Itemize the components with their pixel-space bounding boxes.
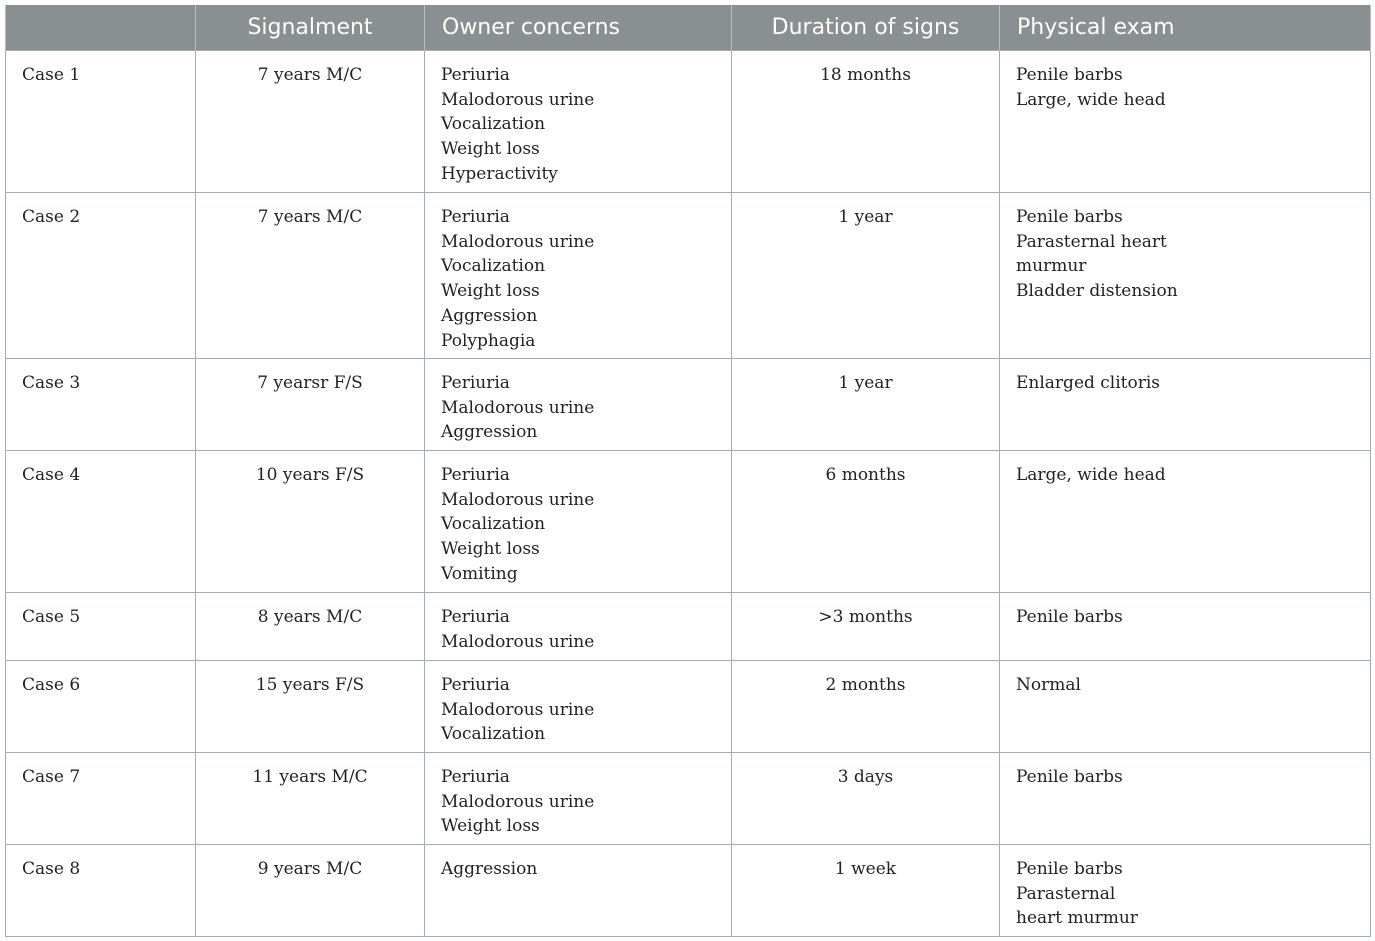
physical-exam-cell xyxy=(1000,451,1371,593)
owner-concern-item: Vocalization xyxy=(441,114,546,135)
owner-concern-item: Vocalization xyxy=(441,724,546,745)
case-label: Case 4 xyxy=(22,465,81,485)
case-table xyxy=(5,5,1371,937)
physical-exam-item: Penile barbs xyxy=(1016,207,1123,227)
case-cell xyxy=(6,845,196,937)
signalment-value: 8 years M/C xyxy=(257,607,363,627)
physical-exam-item: heart murmur xyxy=(1016,908,1138,929)
case-cell xyxy=(6,661,196,753)
duration-value: 1 year xyxy=(838,207,893,227)
physical-exam-item: Parasternal xyxy=(1016,883,1116,904)
signalment-value: 11 years M/C xyxy=(252,767,368,787)
signalment-value: 7 years M/C xyxy=(257,207,363,227)
owner-concern-item: Periuria xyxy=(441,607,510,627)
physical-exam-item: Penile barbs xyxy=(1016,767,1123,787)
owner-concerns-cell xyxy=(425,845,732,937)
header-physical-exam: Physical exam xyxy=(1000,5,1371,51)
owner-concerns-cell xyxy=(425,51,732,193)
owner-concern-item: Malodorous urine xyxy=(441,231,595,252)
owner-concern-item: Periuria xyxy=(441,675,510,695)
physical-exam-cell xyxy=(1000,193,1371,359)
case-cell xyxy=(6,193,196,359)
owner-concern-item: Weight loss xyxy=(441,139,540,160)
table-header xyxy=(6,5,1371,51)
physical-exam-item: Normal xyxy=(1016,675,1081,695)
owner-concerns-cell xyxy=(425,593,732,661)
owner-concern-item: Vomiting xyxy=(441,563,518,584)
case-label: Case 7 xyxy=(22,767,81,787)
case-cell xyxy=(6,51,196,193)
physical-exam-cell xyxy=(1000,845,1371,937)
owner-concern-item: Periuria xyxy=(441,767,510,787)
signalment-value: 9 years M/C xyxy=(257,859,363,879)
case-label: Case 3 xyxy=(22,373,81,393)
owner-concern-item: Weight loss xyxy=(441,816,540,837)
physical-exam-item: Parasternal heart xyxy=(1016,231,1167,252)
header-row xyxy=(6,5,1371,51)
header-signalment: Signalment xyxy=(196,5,425,51)
duration-cell xyxy=(732,51,1000,193)
signalment-cell xyxy=(196,51,425,193)
owner-concern-item: Aggression xyxy=(441,422,538,443)
owner-concern-item: Periuria xyxy=(441,465,510,485)
signalment-cell xyxy=(196,845,425,937)
physical-exam-item: Bladder distension xyxy=(1016,281,1178,302)
physical-exam-cell xyxy=(1000,753,1371,845)
duration-cell xyxy=(732,193,1000,359)
duration-cell xyxy=(732,661,1000,753)
physical-exam-cell xyxy=(1000,359,1371,451)
signalment-value: 15 years F/S xyxy=(255,675,365,695)
physical-exam-item: Penile barbs xyxy=(1016,65,1123,85)
signalment-cell xyxy=(196,451,425,593)
owner-concerns-cell xyxy=(425,661,732,753)
owner-concern-item: Polyphagia xyxy=(441,330,536,351)
signalment-value: 7 years M/C xyxy=(257,65,363,85)
physical-exam-item: Enlarged clitoris xyxy=(1016,373,1161,393)
table-row xyxy=(6,359,1371,451)
duration-value: 18 months xyxy=(820,65,911,85)
physical-exam-cell xyxy=(1000,51,1371,193)
case-label: Case 1 xyxy=(22,65,81,85)
owner-concerns-cell xyxy=(425,359,732,451)
table-row xyxy=(6,593,1371,661)
case-label: Case 8 xyxy=(22,859,81,879)
signalment-cell xyxy=(196,593,425,661)
duration-value: 1 year xyxy=(838,373,893,393)
owner-concern-item: Malodorous urine xyxy=(441,489,595,510)
physical-exam-cell xyxy=(1000,593,1371,661)
signalment-value: 10 years F/S xyxy=(255,465,365,485)
owner-concern-item: Weight loss xyxy=(441,281,540,302)
signalment-value: 7 yearsr F/S xyxy=(257,373,363,393)
owner-concern-item: Weight loss xyxy=(441,539,540,560)
owner-concerns-cell xyxy=(425,451,732,593)
physical-exam-item: Penile barbs xyxy=(1016,607,1123,627)
duration-value: 2 months xyxy=(825,675,906,695)
signalment-cell xyxy=(196,753,425,845)
duration-value: 1 week xyxy=(834,859,897,879)
header-case xyxy=(6,5,196,51)
case-cell xyxy=(6,451,196,593)
owner-concern-item: Malodorous urine xyxy=(441,89,595,110)
owner-concern-item: Hyperactivity xyxy=(441,163,558,184)
owner-concern-item: Malodorous urine xyxy=(441,397,595,418)
physical-exam-cell xyxy=(1000,661,1371,753)
signalment-cell xyxy=(196,661,425,753)
owner-concern-item: Vocalization xyxy=(441,514,546,535)
table-row xyxy=(6,845,1371,937)
owner-concerns-cell xyxy=(425,193,732,359)
table-body xyxy=(6,51,1371,937)
table-row xyxy=(6,661,1371,753)
table-row xyxy=(6,193,1371,359)
case-cell xyxy=(6,359,196,451)
duration-cell xyxy=(732,451,1000,593)
physical-exam-item: murmur xyxy=(1016,256,1087,277)
signalment-cell xyxy=(196,359,425,451)
owner-concern-item: Malodorous urine xyxy=(441,791,595,812)
case-label: Case 2 xyxy=(22,207,81,227)
owner-concern-item: Periuria xyxy=(441,373,510,393)
case-label: Case 5 xyxy=(22,607,81,627)
duration-value: 6 months xyxy=(825,465,906,485)
owner-concern-item: Aggression xyxy=(441,305,538,326)
header-owner-concerns: Owner concerns xyxy=(425,5,732,51)
physical-exam-item: Penile barbs xyxy=(1016,859,1123,879)
table-row xyxy=(6,753,1371,845)
owner-concern-item: Aggression xyxy=(441,859,538,879)
duration-cell xyxy=(732,845,1000,937)
duration-value: 3 days xyxy=(837,767,894,787)
case-cell xyxy=(6,593,196,661)
owner-concern-item: Periuria xyxy=(441,207,510,227)
physical-exam-item: Large, wide head xyxy=(1016,89,1166,110)
duration-cell xyxy=(732,593,1000,661)
owner-concern-item: Periuria xyxy=(441,65,510,85)
table-row xyxy=(6,51,1371,193)
duration-value: >3 months xyxy=(818,607,913,627)
header-duration: Duration of signs xyxy=(732,5,1000,51)
owner-concern-item: Vocalization xyxy=(441,256,546,277)
signalment-cell xyxy=(196,193,425,359)
physical-exam-item: Large, wide head xyxy=(1016,465,1166,485)
table-row xyxy=(6,451,1371,593)
case-cell xyxy=(6,753,196,845)
duration-cell xyxy=(732,753,1000,845)
duration-cell xyxy=(732,359,1000,451)
owner-concerns-cell xyxy=(425,753,732,845)
owner-concern-item: Malodorous urine xyxy=(441,631,595,652)
owner-concern-item: Malodorous urine xyxy=(441,699,595,720)
case-label: Case 6 xyxy=(22,675,81,695)
